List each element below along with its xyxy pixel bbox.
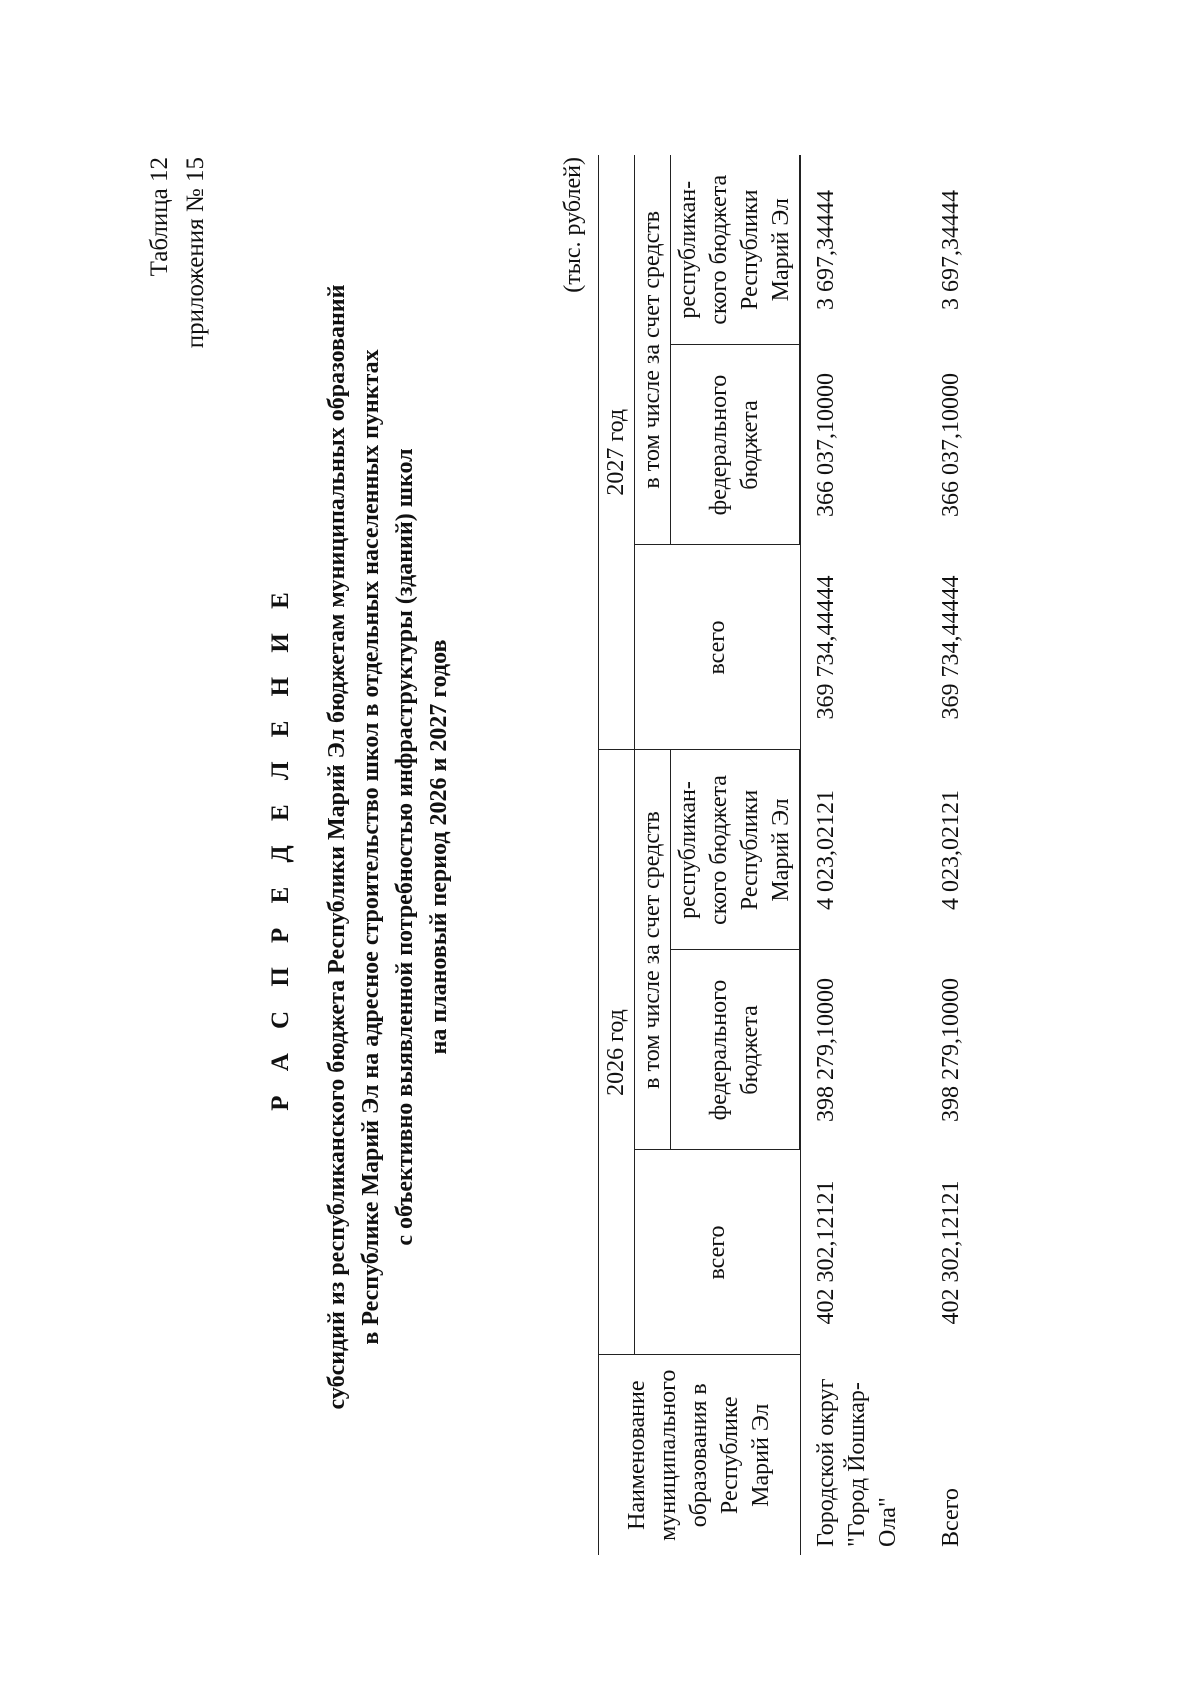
table-header bbox=[599, 155, 801, 1555]
subtitle-line: с объективно выявленной потребностью инфраструктуры (зданий) школ bbox=[392, 448, 418, 1246]
table-number: Таблица 12 bbox=[146, 157, 173, 277]
total-2026-cell: 402 302,12121 bbox=[812, 1180, 839, 1325]
total-2027-cell: 369 734,44444 bbox=[812, 575, 839, 720]
document-title: Р А С П Р Е Д Е Л Е Н И Е bbox=[267, 583, 294, 1111]
appendix-reference: приложения № 15 bbox=[182, 157, 209, 349]
column-header-total-2027: всего bbox=[635, 545, 801, 750]
total-2026-cell: 402 302,12121 bbox=[937, 1180, 964, 1325]
total-row bbox=[906, 155, 969, 1555]
column-header-federal-2026: федерального бюджета bbox=[671, 950, 801, 1150]
table-body bbox=[800, 155, 969, 1555]
republican-2027-cell: 3 697,34444 bbox=[937, 190, 964, 310]
subtitle-line: на плановый период 2026 и 2027 годов bbox=[426, 639, 452, 1055]
column-header-including-2026: в том числе за счет средств bbox=[635, 750, 671, 1150]
subtitle-line: субсидий из республиканского бюджета Республики Марий Эл бюджетам муниципальных образований bbox=[324, 284, 350, 1410]
column-header-2026: 2026 год bbox=[599, 750, 635, 1355]
column-header-republican-2026: республикан-ского бюджета Республики Марий Эл bbox=[671, 750, 801, 950]
title-block bbox=[264, 147, 456, 1547]
units-label: (тыс. рублей) bbox=[560, 157, 586, 293]
table-caption bbox=[142, 157, 214, 377]
column-header-total-2026: всего bbox=[635, 1150, 801, 1355]
municipality-name: Городской округ "Город Йошкар-Ола" bbox=[812, 1378, 901, 1547]
subtitle-line: в Республике Марий Эл на адресное строительство школ в отдельных населенных пунктах bbox=[358, 349, 384, 1345]
total-label: Всего bbox=[937, 1488, 964, 1547]
column-header-2027: 2027 год bbox=[599, 155, 635, 750]
federal-2027-cell: 366 037,10000 bbox=[813, 373, 839, 517]
column-header-federal-2027: федерального бюджета bbox=[671, 345, 801, 545]
republican-2027-cell: 3 697,34444 bbox=[813, 190, 839, 310]
republican-2026-cell: 4 023,02121 bbox=[813, 790, 839, 910]
federal-2026-cell: 398 279,10000 bbox=[937, 978, 964, 1122]
column-header-including-2027: в том числе за счет средств bbox=[635, 155, 671, 545]
federal-2026-cell: 398 279,10000 bbox=[813, 978, 839, 1122]
column-header-name: Наименование муниципального образования в Республике Марий Эл bbox=[599, 1355, 801, 1555]
column-header-republican-2027: республикан-ского бюджета Республики Марий Эл bbox=[671, 155, 801, 345]
total-2027-cell: 369 734,44444 bbox=[937, 575, 964, 720]
federal-2027-cell: 366 037,10000 bbox=[937, 373, 964, 517]
republican-2026-cell: 4 023,02121 bbox=[937, 790, 964, 910]
distribution-table bbox=[598, 155, 969, 1555]
table-row bbox=[800, 155, 906, 1555]
